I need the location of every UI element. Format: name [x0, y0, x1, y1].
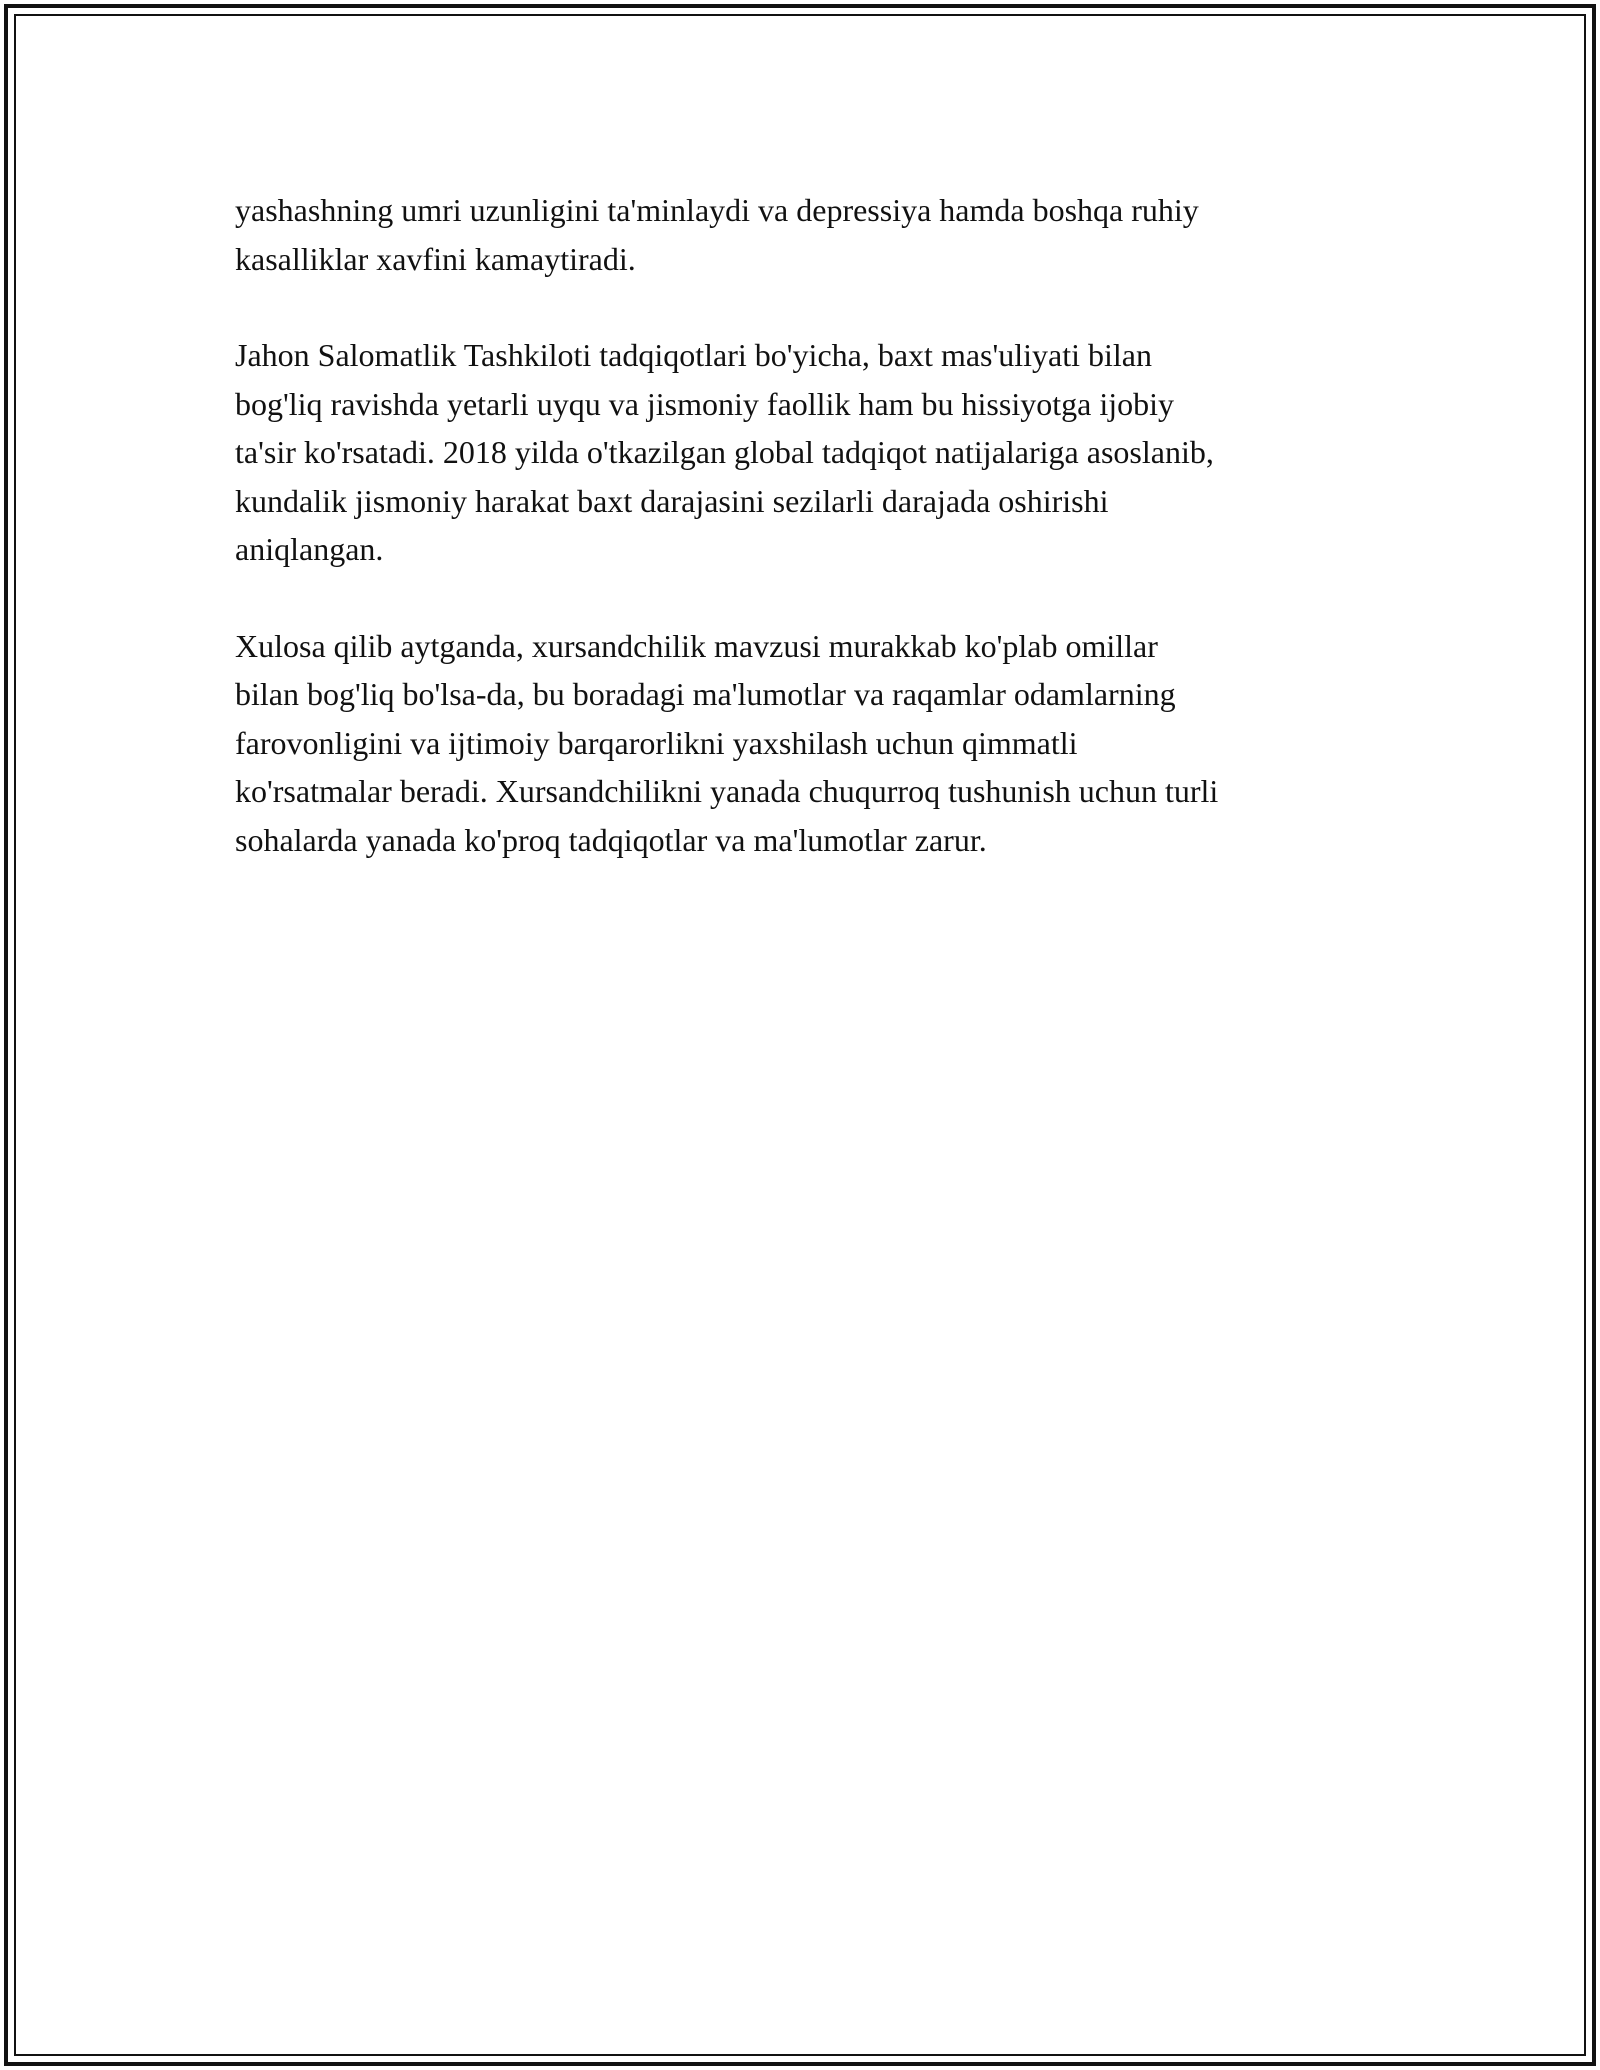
paragraph-3: Xulosa qilib aytganda, xursandchilik mavzusi murakkab ko'plab omillar bilan bog'liq bo'lsa-da, bu boradagi ma'lumotlar va raqamlar odamlarning farovonligini va ijtimoiy barqarorlikni yaxshilash uchun qimmatli ko'rsatmalar beradi. Xursandchilikni yanada chuqurroq tushunish uchun turli sohalarda yanada ko'proq tadqiqotlar va ma'lumotlar zarur.: [235, 627, 1219, 858]
paragraph-1: yashashning umri uzunligini ta'minlaydi va depressiya hamda boshqa ruhiy kasalliklar xavfini kamaytiradi.: [235, 192, 1199, 277]
paragraph-2: Jahon Salomatlik Tashkiloti tadqiqotlari bo'yicha, baxt mas'uliyati bilan bog'liq ravishda yetarli uyqu va jismoniy faollik ham bu hissiyotga ijobiy ta'sir ko'rsatadi. 2018 yilda o'tkazilgan global tadqiqot natijalariga asoslanib, kundalik jismoniy harakat baxt darajasini sezilarli darajada oshirishi aniqlangan.: [235, 337, 1214, 567]
document-body: [235, 186, 1375, 912]
